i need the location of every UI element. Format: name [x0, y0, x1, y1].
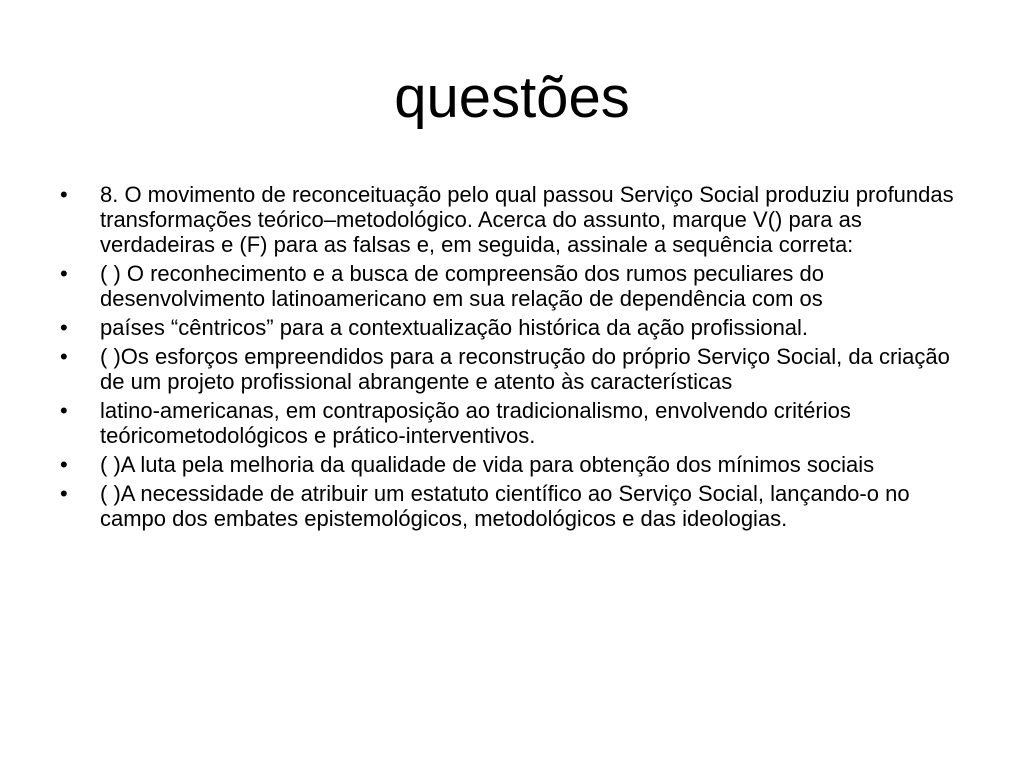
bullet-item	[60, 452, 960, 477]
bullet-item	[60, 344, 960, 394]
bullet-text: ( )A necessidade de atribuir um estatuto científico ao Serviço Social, lançando-o no campo dos embates epistemológicos, metodológicos e das ideologias.	[100, 481, 910, 531]
bullet-marker: •	[60, 398, 68, 423]
slide-title: questões	[394, 65, 630, 130]
bullet-item	[60, 182, 960, 257]
bullet-marker: •	[60, 344, 68, 369]
bullet-marker: •	[60, 315, 68, 340]
bullet-marker: •	[60, 182, 68, 207]
bullet-marker: •	[60, 481, 68, 506]
bullet-item	[60, 315, 960, 340]
bullet-text: latino-americanas, em contraposição ao tradicionalismo, envolvendo critérios teóricometodológicos e prático-interventivos.	[100, 398, 851, 448]
bullet-marker: •	[60, 261, 68, 286]
bullet-text: ( ) O reconhecimento e a busca de compreensão dos rumos peculiares do desenvolvimento latinoamericano em sua relação de dependência com os	[100, 261, 824, 311]
bullet-text: ( )A luta pela melhoria da qualidade de vida para obtenção dos mínimos sociais	[100, 452, 875, 477]
bullet-item	[60, 481, 960, 531]
bullet-text: países “cêntricos” para a contextualização histórica da ação profissional.	[100, 315, 809, 340]
bullet-text: 8. O movimento de reconceituação pelo qual passou Serviço Social produziu profundas transformações teórico–metodológico. Acerca do assunto, marque V() para as verdadeiras e (F) para as falsas e, em seguida, assinale a sequência correta:	[100, 182, 954, 257]
bullet-text: ( )Os esforços empreendidos para a reconstrução do próprio Serviço Social, da criação de um projeto profissional abrangente e atento às características	[100, 344, 950, 394]
bullet-marker: •	[60, 452, 68, 477]
bullet-item	[60, 261, 960, 311]
bullet-item	[60, 398, 960, 448]
bullet-list	[60, 182, 960, 535]
